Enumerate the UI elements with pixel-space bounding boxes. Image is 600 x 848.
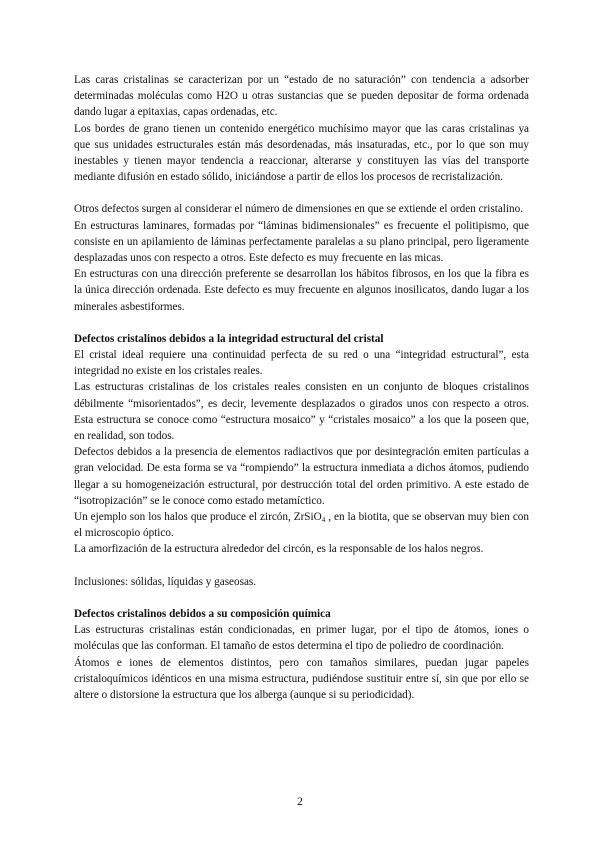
section-heading-composition: Defectos cristalinos debidos a su composición química bbox=[74, 607, 331, 620]
paragraph: El cristal ideal requiere una continuidad perfecta de su red o una “integridad estructural”, esta integridad no existe en los cristales reales. bbox=[74, 349, 529, 378]
paragraph: Otros defectos surgen al considerar el número de dimensiones en que se extiende el orden cristalino. bbox=[74, 203, 524, 216]
spacer bbox=[74, 590, 529, 606]
paragraph: La amorfización de la estructura alrededor del circón, es la responsable de los halos negros. bbox=[74, 543, 484, 556]
inclusions-line: Inclusiones: sólidas, líquidas y gaseosas. bbox=[74, 575, 257, 588]
spacer bbox=[74, 315, 529, 331]
spacer bbox=[74, 558, 529, 574]
paragraph: Los bordes de grano tienen un contenido energético muchísimo mayor que las caras cristalinas ya que sus unidades estructurales están más desordenadas, más insaturadas, etc., por lo que son muy inestables y tienen mayor tendencia a reaccionar, alterarse y constituyen las vías del transporte mediante difusión en estado sólido, iniciándose a partir de ellos los procesos de recristalización. bbox=[74, 122, 529, 184]
paragraph: En estructuras laminares, formadas por “láminas bidimensionales” es frecuente el politipismo, que consiste en un apilamiento de láminas perfectamente paralelas a su plano principal, pero ligeramente desplazadas unos con respecto a otros. Este defecto es muy frecuente en las micas. bbox=[74, 219, 529, 265]
paragraph: Las estructuras cristalinas están condicionadas, en primer lugar, por el tipo de átomos, iones o moléculas que las conforman. El tamaño de estos determina el tipo de poliedro de coordinación. bbox=[74, 624, 529, 653]
paragraph: Defectos debidos a la presencia de elementos radiactivos que por desintegración emiten partículas a gran velocidad. De esta forma se va “rompiendo” la estructura inmediata a dichos átomos, pudiendo llegar a su homogeneización estructural, por destrucción total del orden primitivo. A este estado de “isotropización” se le conoce como estado metamíctico. bbox=[74, 446, 529, 507]
page-body bbox=[74, 72, 529, 703]
spacer bbox=[74, 185, 529, 201]
zircon-text-rest: , en la biotita, que se observan muy bien con el microscopio óptico. bbox=[74, 511, 529, 540]
paragraph: Las estructuras cristalinas de los cristales reales consisten en un conjunto de bloques cristalinos débilmente “misorientados”, es decir, levemente desplazados o girados unos con respecto a otros. Esta estructura se conoce como “estructura mosaico” y “cristales mosaico” a los que la poseen que, en realidad, son todos. bbox=[74, 381, 529, 443]
paragraph: Átomos e iones de elementos distintos, pero con tamaños similares, puedan jugar papeles cristaloquímicos idénticos en una misma estructura, pudiéndose sustituir entre sí, sin que por ello se altere o distorsione la estructura que los alberga (aunque si su periodicidad). bbox=[74, 656, 529, 701]
section-heading-integrity: Defectos cristalinos debidos a la integridad estructural del cristal bbox=[74, 332, 384, 345]
zircon-subscript: 4 bbox=[321, 516, 326, 525]
paragraph: Las caras cristalinas se caracterizan por un “estado de no saturación” con tendencia a adsorber determinadas moléculas como H2O u otras sustancias que se pueden depositar de forma ordenada dando lugar a epitaxias, capas ordenadas, etc. bbox=[74, 74, 529, 119]
page-number: 2 bbox=[297, 796, 303, 808]
zircon-text: Un ejemplo son los halos que produce el zircón, ZrSiO bbox=[74, 511, 322, 524]
paragraph-zircon bbox=[74, 509, 529, 541]
paragraph: En estructuras con una dirección preferente se desarrollan los hábitos fibrosos, en los que la fibra es la única dirección ordenada. Este defecto es muy frecuente en algunos inosilicatos, dando lugar a los minerales asbestiformes. bbox=[74, 268, 529, 313]
